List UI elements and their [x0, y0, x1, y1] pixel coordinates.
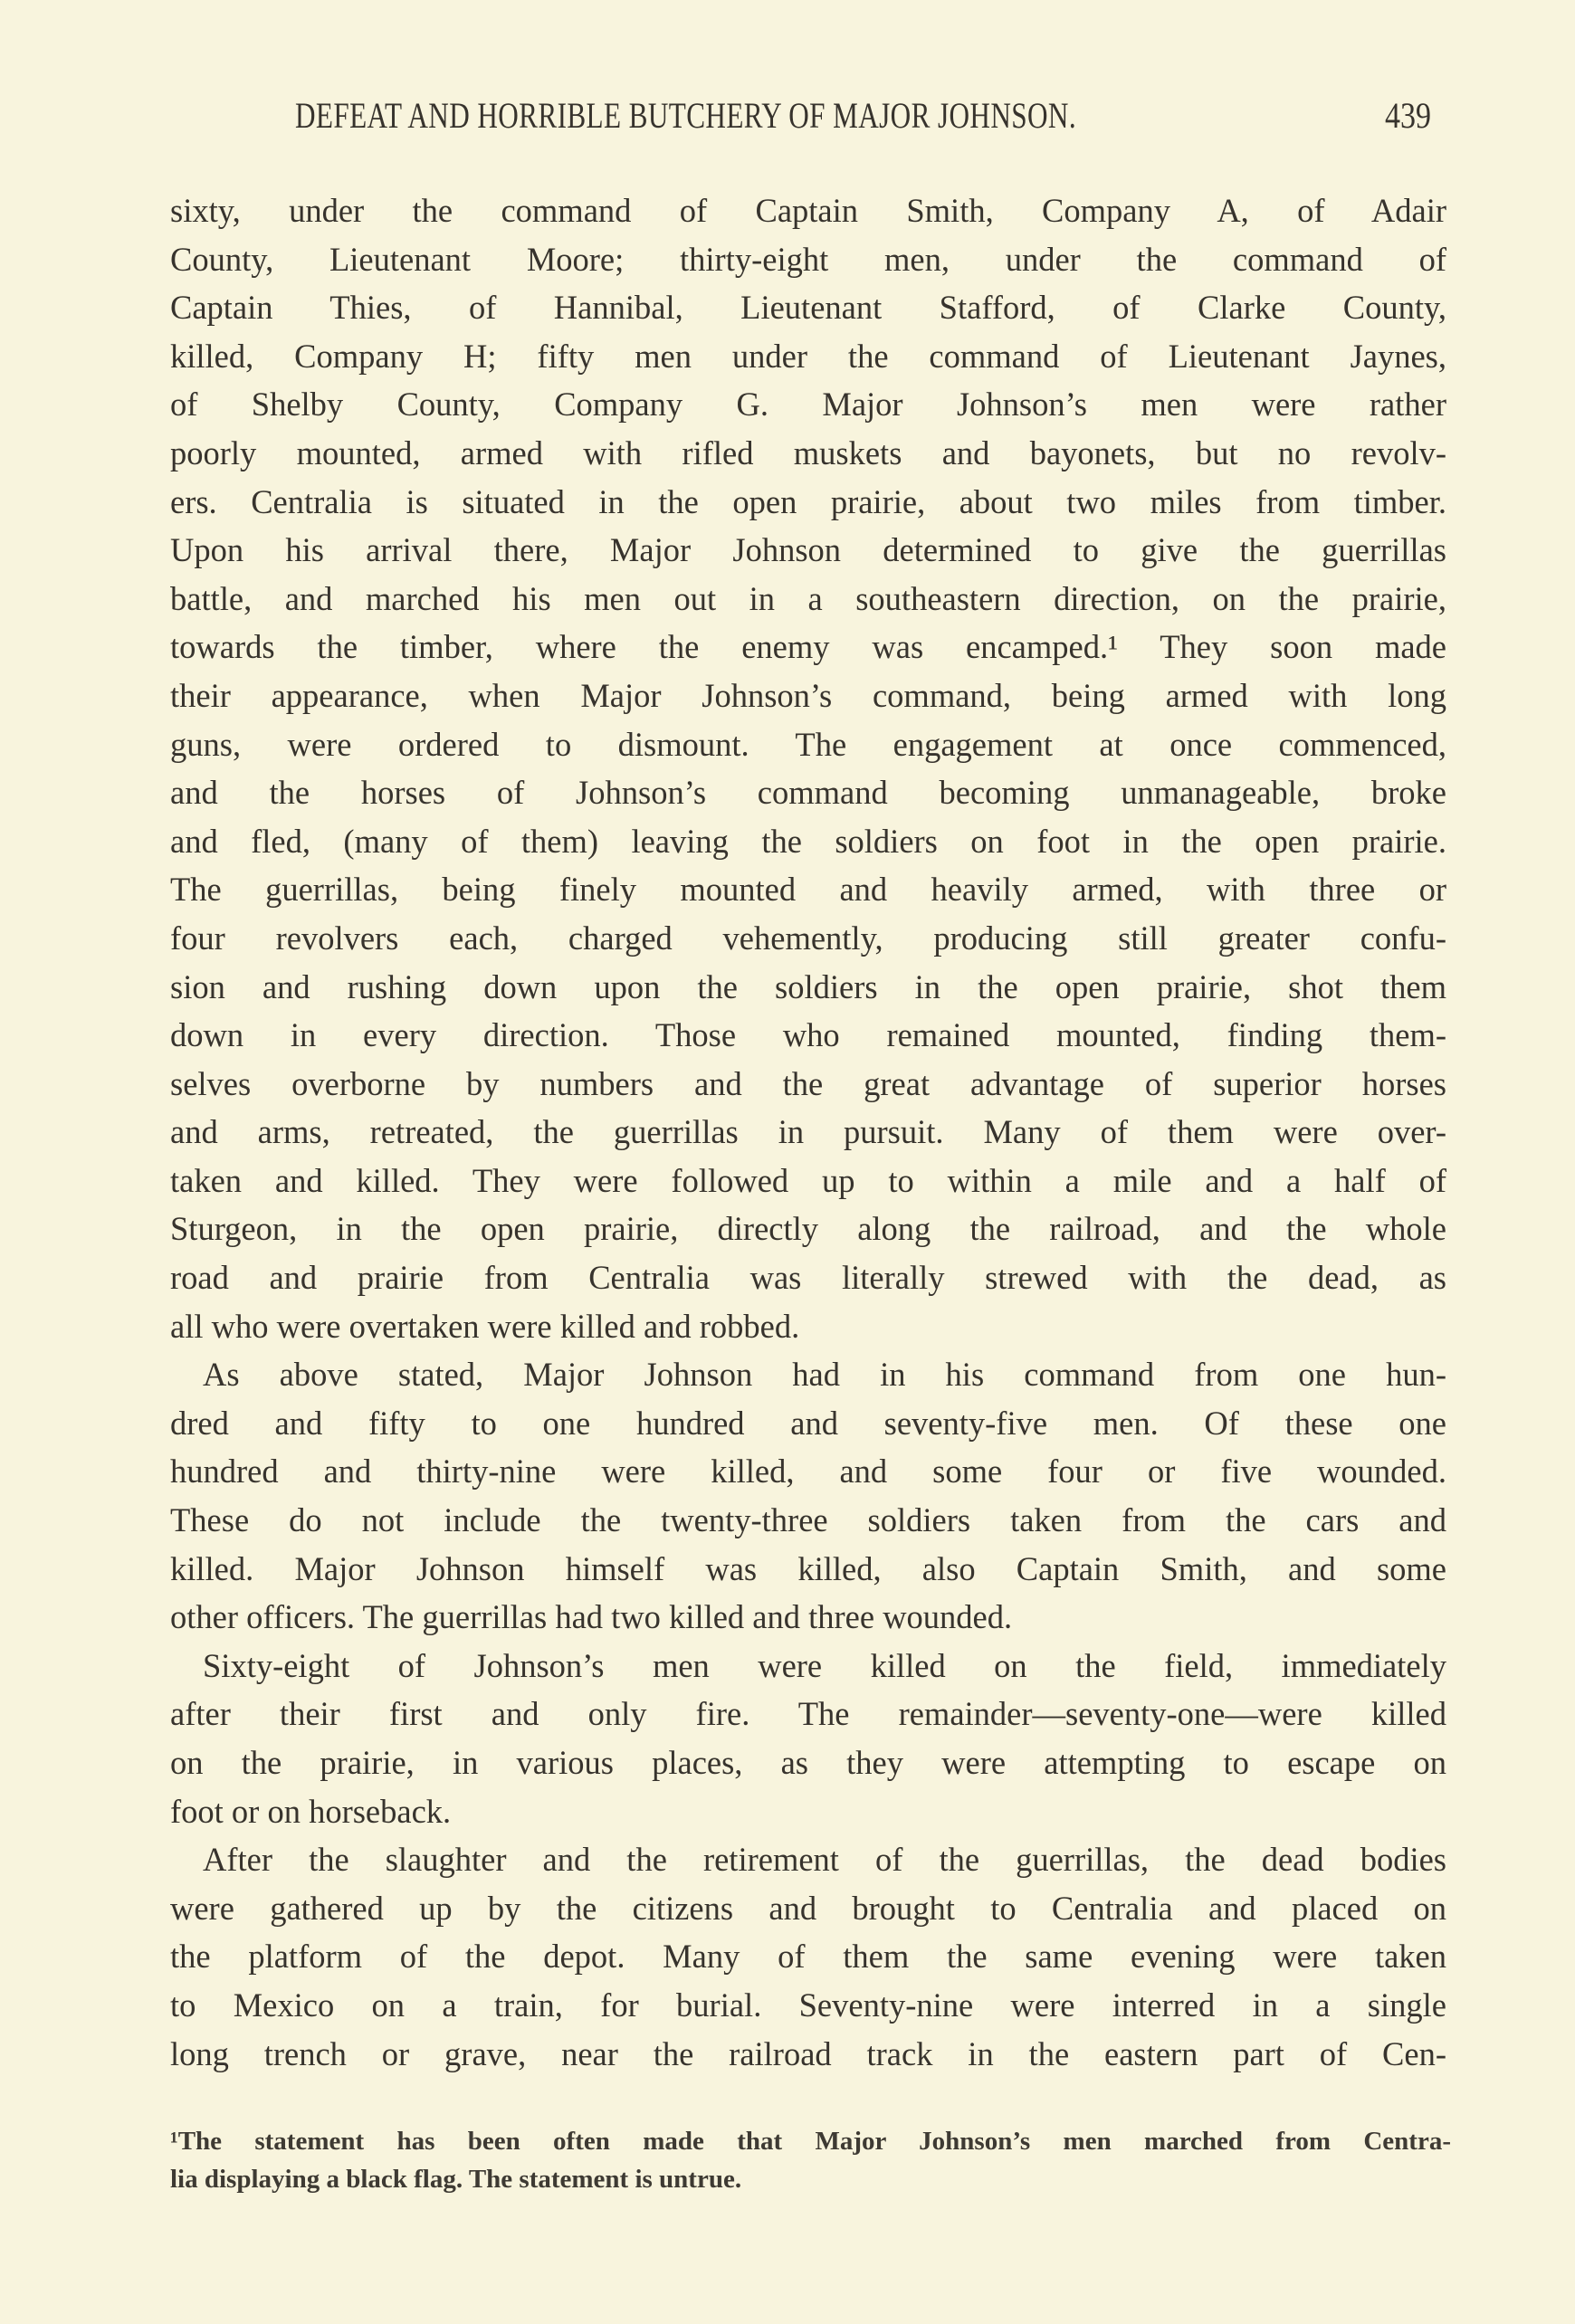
- text-line: County, Lieutenant Moore; thirty-eight men, under the command of: [170, 240, 1446, 278]
- footnote-line: ¹The statement has been often made that Major Johnson’s men marched from Centra-: [170, 2127, 1451, 2156]
- text-line: selves overborne by numbers and the great advantage of superior horses: [170, 1064, 1446, 1102]
- text-line: killed. Major Johnson himself was killed, also Captain Smith, and some: [170, 1549, 1446, 1587]
- text-line: and fled, (many of them) leaving the soldiers on foot in the open prairie.: [170, 822, 1446, 860]
- page-number: 439: [1385, 95, 1431, 136]
- text-line: sixty, under the command of Captain Smith, Company A, of Adair: [170, 192, 1446, 229]
- text-line: and the horses of Johnson’s command becoming unmanageable, broke: [170, 774, 1446, 812]
- text-line: and arms, retreated, the guerrillas in pursuit. Many of them were over-: [170, 1113, 1446, 1151]
- text-line: Sturgeon, in the open prairie, directly along the railroad, and the whole: [170, 1210, 1446, 1248]
- text-line: sion and rushing down upon the soldiers in the open prairie, shot them: [170, 967, 1446, 1005]
- text-line: poorly mounted, armed with rifled muskets and bayonets, but no revolv-: [170, 433, 1446, 471]
- text-line: dred and fifty to one hundred and seventy-five men. Of these one: [170, 1404, 1446, 1442]
- paragraph: [170, 1642, 1446, 1835]
- text-line: After the slaughter and the retirement of the guerrillas, the dead bodies: [203, 1841, 1446, 1879]
- text-line: taken and killed. They were followed up to within a mile and a half of: [170, 1161, 1446, 1199]
- text-line: foot or on horseback.: [170, 1792, 452, 1830]
- footnote-line: lia displaying a black flag. The statement is untrue.: [170, 2165, 742, 2194]
- text-line: guns, were ordered to dismount. The engagement at once commenced,: [170, 725, 1446, 763]
- text-line: Upon his arrival there, Major Johnson determined to give the guerrillas: [170, 531, 1446, 569]
- text-line: their appearance, when Major Johnson’s command, being armed with long: [170, 676, 1446, 714]
- text-line: of Shelby County, Company G. Major Johnson’s men were rather: [170, 386, 1446, 424]
- paragraph: [170, 1350, 1446, 1642]
- text-line: road and prairie from Centralia was literally strewed with the dead, as: [170, 1259, 1446, 1297]
- text-line: As above stated, Major Johnson had in his command from one hun-: [203, 1356, 1446, 1394]
- paragraph: [170, 186, 1446, 1350]
- text-line: the platform of the depot. Many of them the same evening were taken: [170, 1938, 1446, 1976]
- text-line: on the prairie, in various places, as they were attempting to escape on: [170, 1744, 1446, 1781]
- text-line: Sixty-eight of Johnson’s men were killed on the field, immediately: [203, 1646, 1446, 1684]
- text-line: long trench or grave, near the railroad track in the eastern part of Cen-: [170, 2034, 1446, 2072]
- text-line: down in every direction. Those who remained mounted, finding them-: [170, 1016, 1446, 1054]
- text-line: The guerrillas, being finely mounted and heavily armed, with three or: [170, 871, 1446, 909]
- running-title: DEFEAT AND HORRIBLE BUTCHERY OF MAJOR JOHNSON.: [295, 95, 1077, 136]
- text-line: battle, and marched his men out in a southeastern direction, on the prairie,: [170, 579, 1446, 617]
- text-line: all who were overtaken were killed and robbed.: [170, 1307, 800, 1345]
- text-line: hundred and thirty-nine were killed, and some four or five wounded.: [170, 1452, 1446, 1491]
- paragraph: [170, 1835, 1446, 2078]
- text-line: other officers. The guerrillas had two killed and three wounded.: [170, 1598, 1013, 1636]
- text-line: four revolvers each, charged vehemently, producing still greater confu-: [170, 919, 1446, 957]
- text-line: were gathered up by the citizens and brought to Centralia and placed on: [170, 1889, 1446, 1927]
- text-line: to Mexico on a train, for burial. Seventy-nine were interred in a single: [170, 1986, 1446, 2024]
- footnote: [170, 2122, 1451, 2198]
- text-line: after their first and only fire. The remainder—seventy-one—were killed: [170, 1695, 1446, 1733]
- text-line: These do not include the twenty-three soldiers taken from the cars and: [170, 1501, 1446, 1539]
- text-line: Captain Thies, of Hannibal, Lieutenant Stafford, of Clarke County,: [170, 289, 1446, 327]
- text-line: ers. Centralia is situated in the open prairie, about two miles from timber.: [170, 482, 1446, 520]
- text-line: towards the timber, where the enemy was encamped.¹ They soon made: [170, 628, 1446, 666]
- text-line: killed, Company H; fifty men under the command of Lieutenant Jaynes,: [170, 337, 1446, 375]
- body-text: [170, 186, 1446, 2078]
